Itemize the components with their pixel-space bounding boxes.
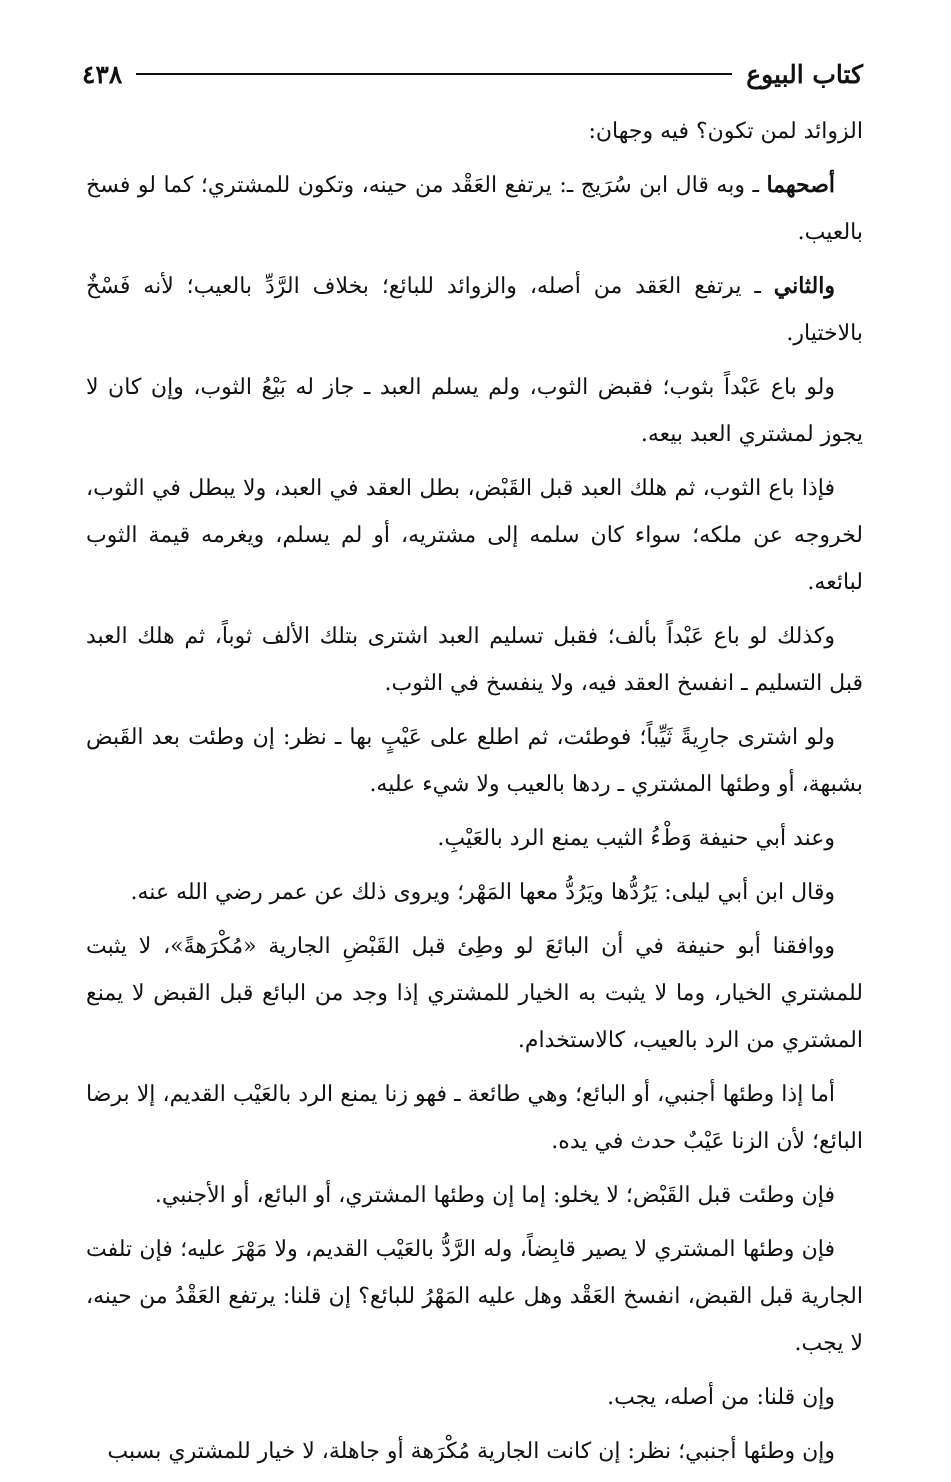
paragraph-text: فإن وطئها المشتري لا يصير قابِضاً، وله الرَّدُّ بالعَيْب القديم، ولا مَهْرَ عليه؛ فإن تلفت الجارية قبل القبض، انفسخ العَقْد وهل عليه المَهْرُ للبائع؟ إن قلنا: يرتفع العَقْدُ من حينه، لا يجب. (86, 1237, 863, 1356)
paragraph (86, 869, 863, 916)
paragraph (86, 923, 863, 1064)
paragraph-text: وعند أبي حنيفة وَطْءُ الثيب يمنع الرد بالعَيْبِ. (437, 826, 835, 851)
header-rule (136, 73, 732, 75)
paragraph (86, 465, 863, 606)
paragraph (86, 714, 863, 808)
paragraph-text: أما إذا وطئها أجنبي، أو البائع؛ وهي طائعة ـ فهو زنا يمنع الرد بالعَيْب القديم، إلا برضا البائع؛ لأن الزنا عَيْبٌ حدث في يده. (86, 1082, 863, 1154)
paragraph-text: ولو اشترى جارِيةً ثَيِّباً؛ فوطئت، ثم اطلع على عَيْبٍ بها ـ نظر: إن وطئت بعد القَبض بشبهة، أو وطئها المشتري ـ ردها بالعيب ولا شيء عليه. (86, 725, 863, 797)
running-title: كتاب البيوع (746, 59, 863, 89)
page-number: ٤٣٨ (82, 59, 123, 89)
paragraph-text: ـ وبه قال ابن سُرَيج ـ: يرتفع العَقْد من حينه، وتكون للمشتري؛ كما لو فسخ بالعيب. (86, 173, 863, 245)
body-text (86, 108, 863, 1482)
paragraph-text: فإن وطئت قبل القَبْض؛ لا يخلو: إما إن وطئها المشتري، أو البائع، أو الأجنبي. (154, 1183, 835, 1208)
paragraph-text: وقال ابن أبي ليلى: يَرُدُّها ويَرُدُّ معها المَهْر؛ ويروى ذلك عن عمر رضي الله عنه. (130, 880, 835, 905)
paragraph (86, 1071, 863, 1165)
page-header (82, 54, 863, 94)
paragraph-text: فإذا باع الثوب، ثم هلك العبد قبل القَبْض، بطل العقد في العبد، ولا يبطل في الثوب، لخروجه عن ملكه؛ سواء كان سلمه إلى مشتريه، أو لم يسلم، ويغرمه قيمة الثوب لبائعه. (86, 476, 863, 595)
paragraph-lead: والثاني (773, 273, 835, 299)
paragraph (86, 108, 863, 155)
paragraph-text: ـ يرتفع العَقد من أصله، والزوائد للبائع؛ بخلاف الرَّدِّ بالعيب؛ لأنه فَسْخٌ بالاختيار. (86, 274, 863, 346)
paragraph (86, 815, 863, 862)
paragraph (86, 1172, 863, 1219)
paragraph-text: ووافقنا أبو حنيفة في أن البائعَ لو وطِئ قبل القَبْضِ الجارية «مُكْرَهةً»، لا يثبت للمشتري الخيار، وما لا يثبت به الخيار للمشتري إذا وجد من البائع قبل القبض لا يمنع المشتري من الرد بالعيب، كالاستخدام. (86, 934, 863, 1053)
paragraph (86, 162, 863, 256)
paragraph-text: وكذلك لو باع عَبْداً بألف؛ فقبل تسليم العبد اشترى بتلك الألف ثوباً، ثم هلك العبد قبل التسليم ـ انفسخ العقد فيه، ولا ينفسخ في الثوب. (86, 624, 863, 696)
paragraph (86, 263, 863, 357)
paragraph-text: وإن قلنا: من أصله، يجب. (607, 1385, 835, 1410)
paragraph-text: ولو باع عَبْداً بثوب؛ فقبض الثوب، ولم يسلم العبد ـ جاز له بَيْعُ الثوب، وإن كان لا يجوز لمشتري العبد بيعه. (86, 375, 863, 447)
paragraph (86, 613, 863, 707)
paragraph (86, 1226, 863, 1367)
paragraph-text: وإن وطئها أجنبي؛ نظر: إن كانت الجارية مُكْرَهة أو جاهلة، لا خيار للمشتري بسبب (107, 1439, 835, 1464)
paragraph (86, 1428, 863, 1475)
paragraph (86, 1374, 863, 1421)
paragraph-text: الزوائد لمن تكون؟ فيه وجهان: (588, 119, 863, 144)
paragraph-lead: أصحهما (766, 172, 835, 198)
paragraph (86, 364, 863, 458)
